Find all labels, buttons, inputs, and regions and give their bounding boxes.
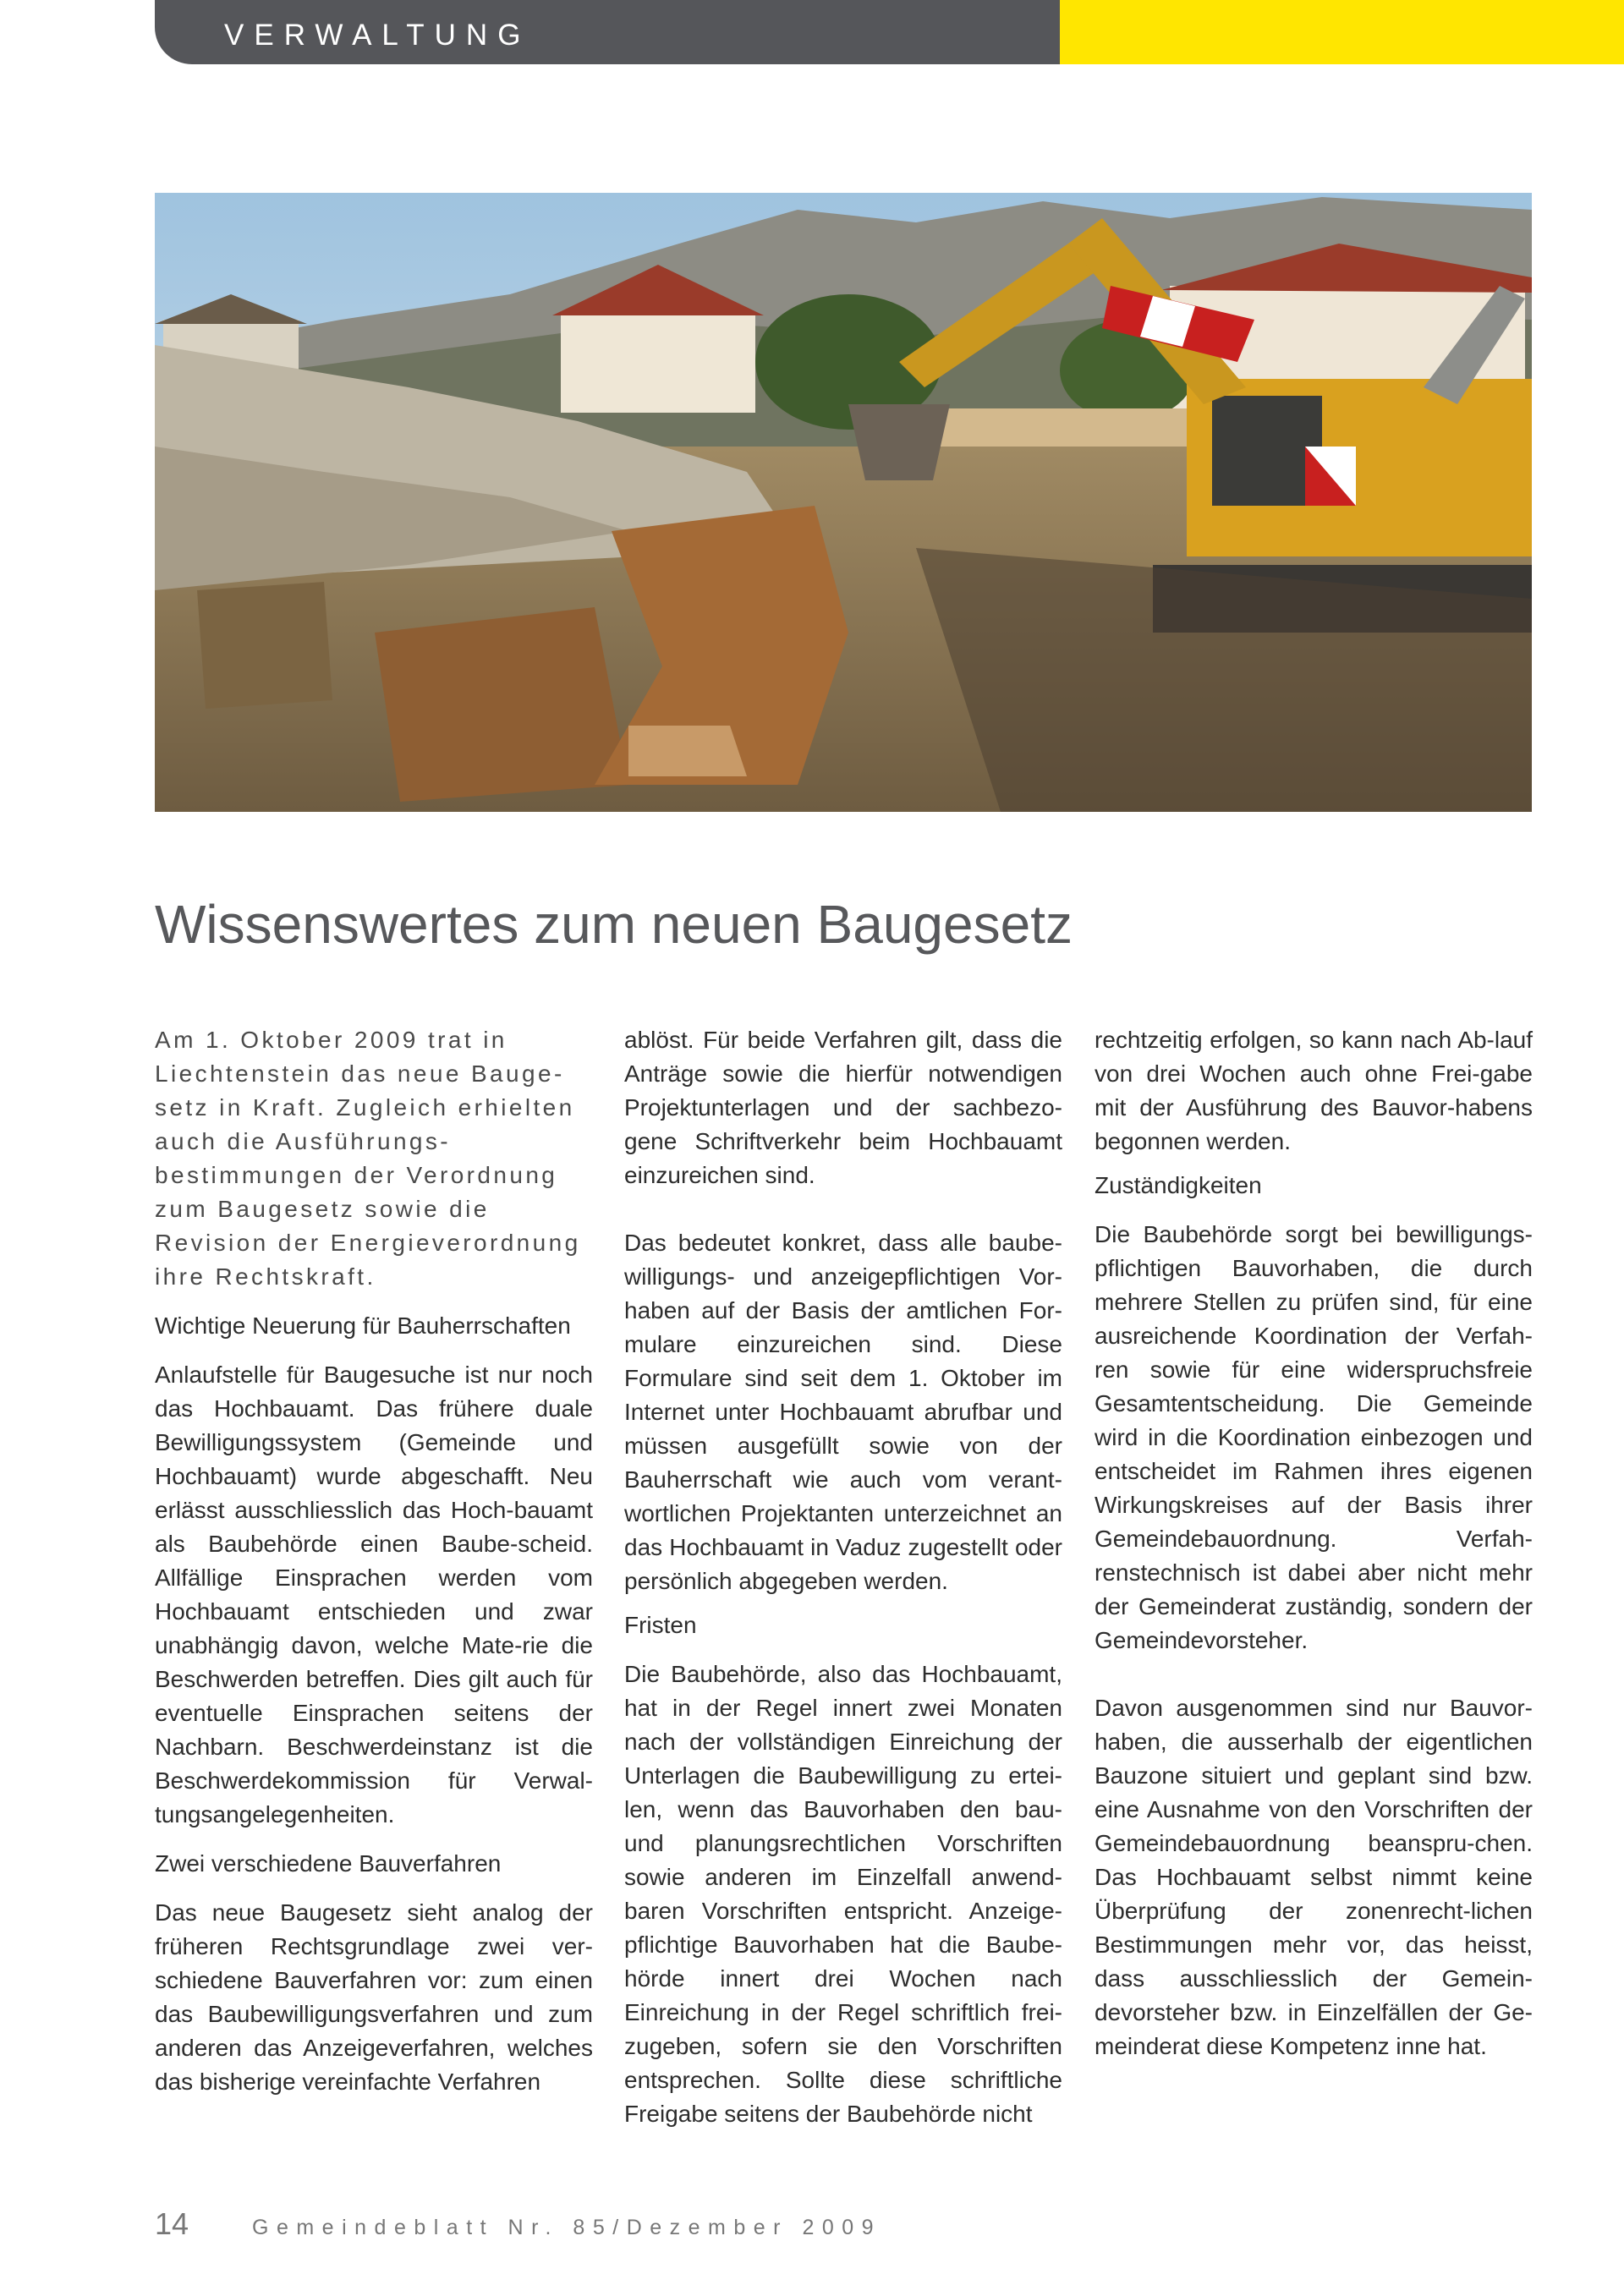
paragraph: ablöst. Für beide Verfahren gilt, dass die Anträge sowie die hierfür notwendigen Projektunterlagen und der sachbezo-gene Schriftverkehr beim Hochbauamt einzureichen sind. xyxy=(624,1027,1062,1188)
subheading-fristen: Fristen xyxy=(624,1612,697,1638)
construction-site-with-excavators-icon xyxy=(155,193,1532,812)
construction-site-photo xyxy=(155,193,1532,812)
text-column-3 xyxy=(1095,1023,1533,2063)
article-title: Wissenswertes zum neuen Baugesetz xyxy=(155,894,1073,955)
subheading-bauverfahren: Zwei verschiedene Bauverfahren xyxy=(155,1850,502,1877)
paragraph: Das bedeutet konkret, dass alle baube-willigungs- und anzeigepflichtigen Vor-haben auf der Basis der amtlichen For-mulare einzureichen sind. Diese Formulare sind seit dem 1. Oktober im Internet unter Hochbauamt abrufbar und müssen ausgefüllt sowie von der Bauherrschaft wie auch vom verant-wortlichen Projektanten unterzeichnet an das Hochbauamt in Vaduz zugestellt oder persönlich abgegeben werden. xyxy=(624,1230,1062,1594)
paragraph: Die Baubehörde sorgt bei bewilligungs-pflichtigen Bauvorhaben, die durch mehrere Stellen zu prüfen sind, für eine ausreichende Koordination der Verfah-ren sowie für eine widerspruchsfreie Gesamtentscheidung. Die Gemeinde wird in die Koordination einbezogen und entscheidet im Rahmen ihres eigenen Wirkungskreises auf der Basis ihrer Gemeindebauordnung. Verfah-renstechnisch ist dabei aber nicht mehr der Gemeinderat zuständig, sondern der Gemeindevorsteher. xyxy=(1095,1221,1533,1653)
page-number: 14 xyxy=(155,2206,189,2241)
text-column-2 xyxy=(624,1023,1062,2131)
subheading-neuerung: Wichtige Neuerung für Bauherrschaften xyxy=(155,1312,571,1339)
text-column-1 xyxy=(155,1023,593,2099)
subheading-zustaendigkeiten: Zuständigkeiten xyxy=(1095,1172,1262,1198)
section-label: VERWALTUNG xyxy=(224,19,531,52)
publication-line: Gemeindeblatt Nr. 85/Dezember 2009 xyxy=(252,2216,882,2239)
header-accent-bar xyxy=(1060,0,1624,64)
paragraph: Davon ausgenommen sind nur Bauvor-haben, die ausserhalb der eigentlichen Bauzone situiert und geplant sind bzw. eine Ausnahme von den Vorschriften der Gemeindebauordnung beanspru-chen. Das Hochbauamt selbst nimmt keine Überprüfung der zonenrecht-lichen Bestimmungen mehr vor, das heisst, dass ausschliesslich der Gemein-devorsteher bzw. in Einzelfällen der Ge-meinderat diese Kompetenz inne hat. xyxy=(1095,1695,1533,2059)
paragraph: Das neue Baugesetz sieht analog der früheren Rechtsgrundlage zwei ver-schiedene Bauverfahren vor: zum einen das Baubewilligungsverfahren und zum anderen das Anzeigeverfahren, welches das bisherige vereinfachte Verfahren xyxy=(155,1899,593,2095)
paragraph: Die Baubehörde, also das Hochbauamt, hat in der Regel innert zwei Monaten nach der vollständigen Einreichung der Unterlagen die Baubewilligung zu ertei-len, wenn das Bauvorhaben den bau- und planungsrechtlichen Vorschriften sowie anderen im Einzelfall anwend-baren Vorschriften entspricht. Anzeige-pflichtige Bauvorhaben hat die Baube-hörde innert drei Wochen nach Einreichung in der Regel schriftlich frei-zugeben, sofern sie den Vorschriften entsprechen. Sollte diese schriftliche Freigabe seitens der Baubehörde nicht xyxy=(624,1661,1062,2127)
paragraph: Anlaufstelle für Baugesuche ist nur noch das Hochbauamt. Das frühere duale Bewilligungssystem (Gemeinde und Hochbauamt) wurde abgeschafft. Neu erlässt ausschliesslich das Hoch-bauamt als Baubehörde einen Baube-scheid. Allfällige Einsprachen werden vom Hochbauamt entschieden und zwar unabhängig davon, welche Mate-rie die Beschwerden betreffen. Dies gilt auch für eventuelle Einsprachen seitens der Nachbarn. Beschwerdeinstanz ist die Beschwerdekommission für Verwal-tungsangelegenheiten. xyxy=(155,1362,593,1827)
paragraph: rechtzeitig erfolgen, so kann nach Ab-lauf von drei Wochen auch ohne Frei-gabe mit der Ausführung des Bauvor-habens begonnen werden. xyxy=(1095,1027,1533,1154)
lead-paragraph: Am 1. Oktober 2009 trat in Liechtenstein das neue Bauge-setz in Kraft. Zugleich erhielten auch die Ausführungs-bestimmungen der Verordnung zum Baugesetz sowie die Revision der Energieverordnung ihre Rechtskraft. xyxy=(155,1027,581,1290)
